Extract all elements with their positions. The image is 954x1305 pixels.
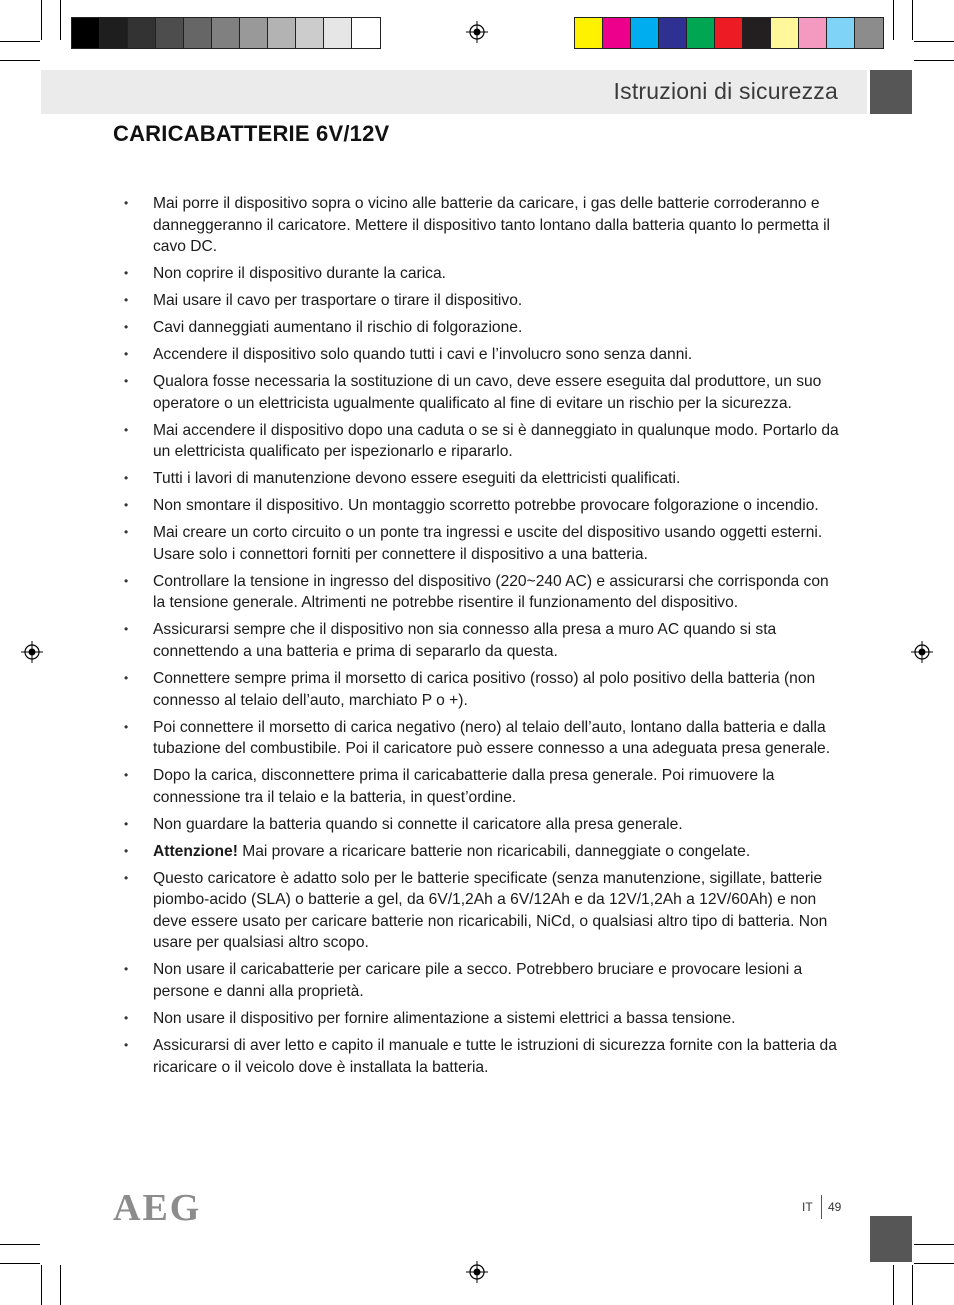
language-code: IT: [802, 1200, 813, 1214]
list-item-text: Assicurarsi sempre che il dispositivo non sia connesso alla presa a muro AC quando si sta connettendo a una batteria e prima di separarlo da questa.: [153, 621, 777, 660]
color-swatch: [659, 18, 687, 48]
list-item: [120, 1035, 840, 1078]
color-swatch: [575, 18, 603, 48]
list-item: [120, 814, 840, 836]
color-swatch: [631, 18, 659, 48]
color-swatch: [799, 18, 827, 48]
list-item: [120, 522, 840, 565]
page-heading: CARICABATTERIE 6V/12V: [113, 121, 390, 146]
color-swatch: [771, 18, 799, 48]
list-item: [120, 765, 840, 808]
list-item-text: Mai usare il cavo per trasportare o tirare il dispositivo.: [153, 292, 523, 310]
list-item-text: Dopo la carica, disconnettere prima il caricabatterie dalla presa generale. Poi rimuovere la connessione tra il telaio e la batteria, in quest’ordine.: [153, 767, 775, 806]
list-item: [120, 420, 840, 463]
color-swatch: [352, 18, 380, 48]
color-swatch: [240, 18, 268, 48]
list-item: [120, 317, 840, 339]
color-swatch: [72, 18, 100, 48]
registration-target-icon: [911, 641, 933, 663]
list-item: [120, 468, 840, 490]
color-swatch: [268, 18, 296, 48]
list-item: [120, 717, 840, 760]
color-swatch: [184, 18, 212, 48]
footer-tab-marker: [870, 1216, 912, 1262]
list-item-text: Mai creare un corto circuito o un ponte tra ingressi e uscite del dispositivo usando oggetti esterni. Usare solo i connettori forniti per connettere il dispositivo a una batteria.: [153, 524, 823, 563]
list-item: [120, 263, 840, 285]
color-swatch: [603, 18, 631, 48]
page-number: 49: [828, 1200, 842, 1214]
list-item-text: Mai provare a ricaricare batterie non ricaricabili, danneggiate o congelate.: [237, 842, 751, 860]
list-item-text: Non usare il caricabatterie per caricare pile a secco. Potrebbero bruciare e provocare lesioni a persone e danni alla proprietà.: [153, 961, 803, 1001]
section-title: Istruzioni di sicurezza: [613, 78, 838, 104]
safety-instructions-list: [120, 193, 840, 1084]
registration-target-icon: [21, 641, 43, 663]
color-swatch: [827, 18, 855, 48]
list-item-text: Non coprire il dispositivo durante la carica.: [153, 265, 446, 283]
list-item-text: Qualora fosse necessaria la sostituzione di un cavo, deve essere eseguita dal produttore, un suo operatore o un elettricista ugualmente qualificato al fine di evitare un rischio per la sicurezza.: [153, 373, 822, 412]
list-item-text: Non smontare il dispositivo. Un montaggio scorretto potrebbe provocare folgorazione o incendio.: [153, 497, 819, 515]
list-item: [120, 668, 840, 711]
list-item: [120, 868, 840, 954]
color-swatch: [743, 18, 771, 48]
color-swatch: [687, 18, 715, 48]
list-item-text: Questo caricatore è adatto solo per le batterie specificate (senza manutenzione, sigillate, batterie piombo-acido (SLA) o batterie a gel, da 6V/1,2Ah a 6V/12Ah e da 12V/1,2Ah a 12V/60Ah) e non deve essere usato per caricare batterie non ricaricabili, NiCd, o qualsiasi altro tipo di batteria. Non usare per qualsiasi altro scopo.: [153, 869, 828, 952]
color-swatch: [156, 18, 184, 48]
list-item: [120, 841, 840, 863]
list-item-text: Mai porre il dispositivo sopra o vicino alle batterie da caricare, i gas delle batterie corroderanno e danneggeranno il caricatore. Mettere il dispositivo tanto lontano dalla batteria quanto lo permetta il cavo DC.: [153, 195, 831, 256]
list-item: [120, 193, 840, 258]
list-item-text: Accendere il dispositivo solo quando tutti i cavi e l’involucro sono senza danni.: [153, 346, 693, 364]
color-swatch: [855, 18, 883, 48]
color-swatch: [128, 18, 156, 48]
list-item: [120, 619, 840, 662]
list-item-text: Assicurarsi di aver letto e capito il manuale e tutte le istruzioni di sicurezza fornite con la batteria da ricaricare o il veicolo dove è installata la batteria.: [153, 1037, 837, 1076]
aeg-logo: [113, 1188, 213, 1224]
list-item: [120, 371, 840, 414]
list-item-text: Mai accendere il dispositivo dopo una caduta o se si è danneggiato in qualunque modo. Portarlo da un elettricista qualificato per ispezionarlo e ripararlo.: [153, 421, 839, 461]
color-swatch: [296, 18, 324, 48]
list-item: [120, 959, 840, 1002]
list-item-text: Non guardare la batteria quando si connette il caricatore alla presa generale.: [153, 815, 683, 833]
list-item: [120, 571, 840, 614]
list-item-text: Poi connettere il morsetto di carica negativo (nero) al telaio dell’auto, lontano dalla batteria e dalla tubazione del combustibile. Poi il caricatore può essere connesso a una adeguata presa generale.: [153, 718, 831, 758]
list-item-text: Non usare il dispositivo per fornire alimentazione a sistemi elettrici a bassa tensione.: [153, 1010, 736, 1028]
color-swatch: [212, 18, 240, 48]
gray-color-bar: [71, 17, 381, 49]
color-swatch: [324, 18, 352, 48]
list-item: [120, 1008, 840, 1030]
list-item: [120, 290, 840, 312]
list-item: [120, 495, 840, 517]
list-item-text: Tutti i lavori di manutenzione devono essere eseguiti da elettricisti qualificati.: [153, 470, 681, 488]
warning-label: Attenzione!: [153, 842, 238, 860]
color-swatch: [100, 18, 128, 48]
header-tab-marker: [870, 70, 912, 114]
color-swatch: [715, 18, 743, 48]
list-item-text: Connettere sempre prima il morsetto di carica positivo (rosso) al polo positivo della batteria (non connesso al telaio dell’auto, marchiato P o +).: [153, 669, 816, 709]
registration-target-icon: [466, 21, 488, 43]
registration-target-icon: [466, 1261, 488, 1283]
list-item-text: Controllare la tensione in ingresso del dispositivo (220~240 AC) e assicurarsi che corrisponda con la tensione generale. Altrimenti ne potrebbe risentire il funzionamento del dispositivo.: [153, 572, 829, 612]
svg-text:AEG: AEG: [113, 1188, 202, 1224]
list-item-text: Cavi danneggiati aumentano il rischio di folgorazione.: [153, 319, 523, 337]
list-item: [120, 344, 840, 366]
process-color-bar: [574, 17, 884, 49]
footer-divider: [821, 1195, 822, 1219]
